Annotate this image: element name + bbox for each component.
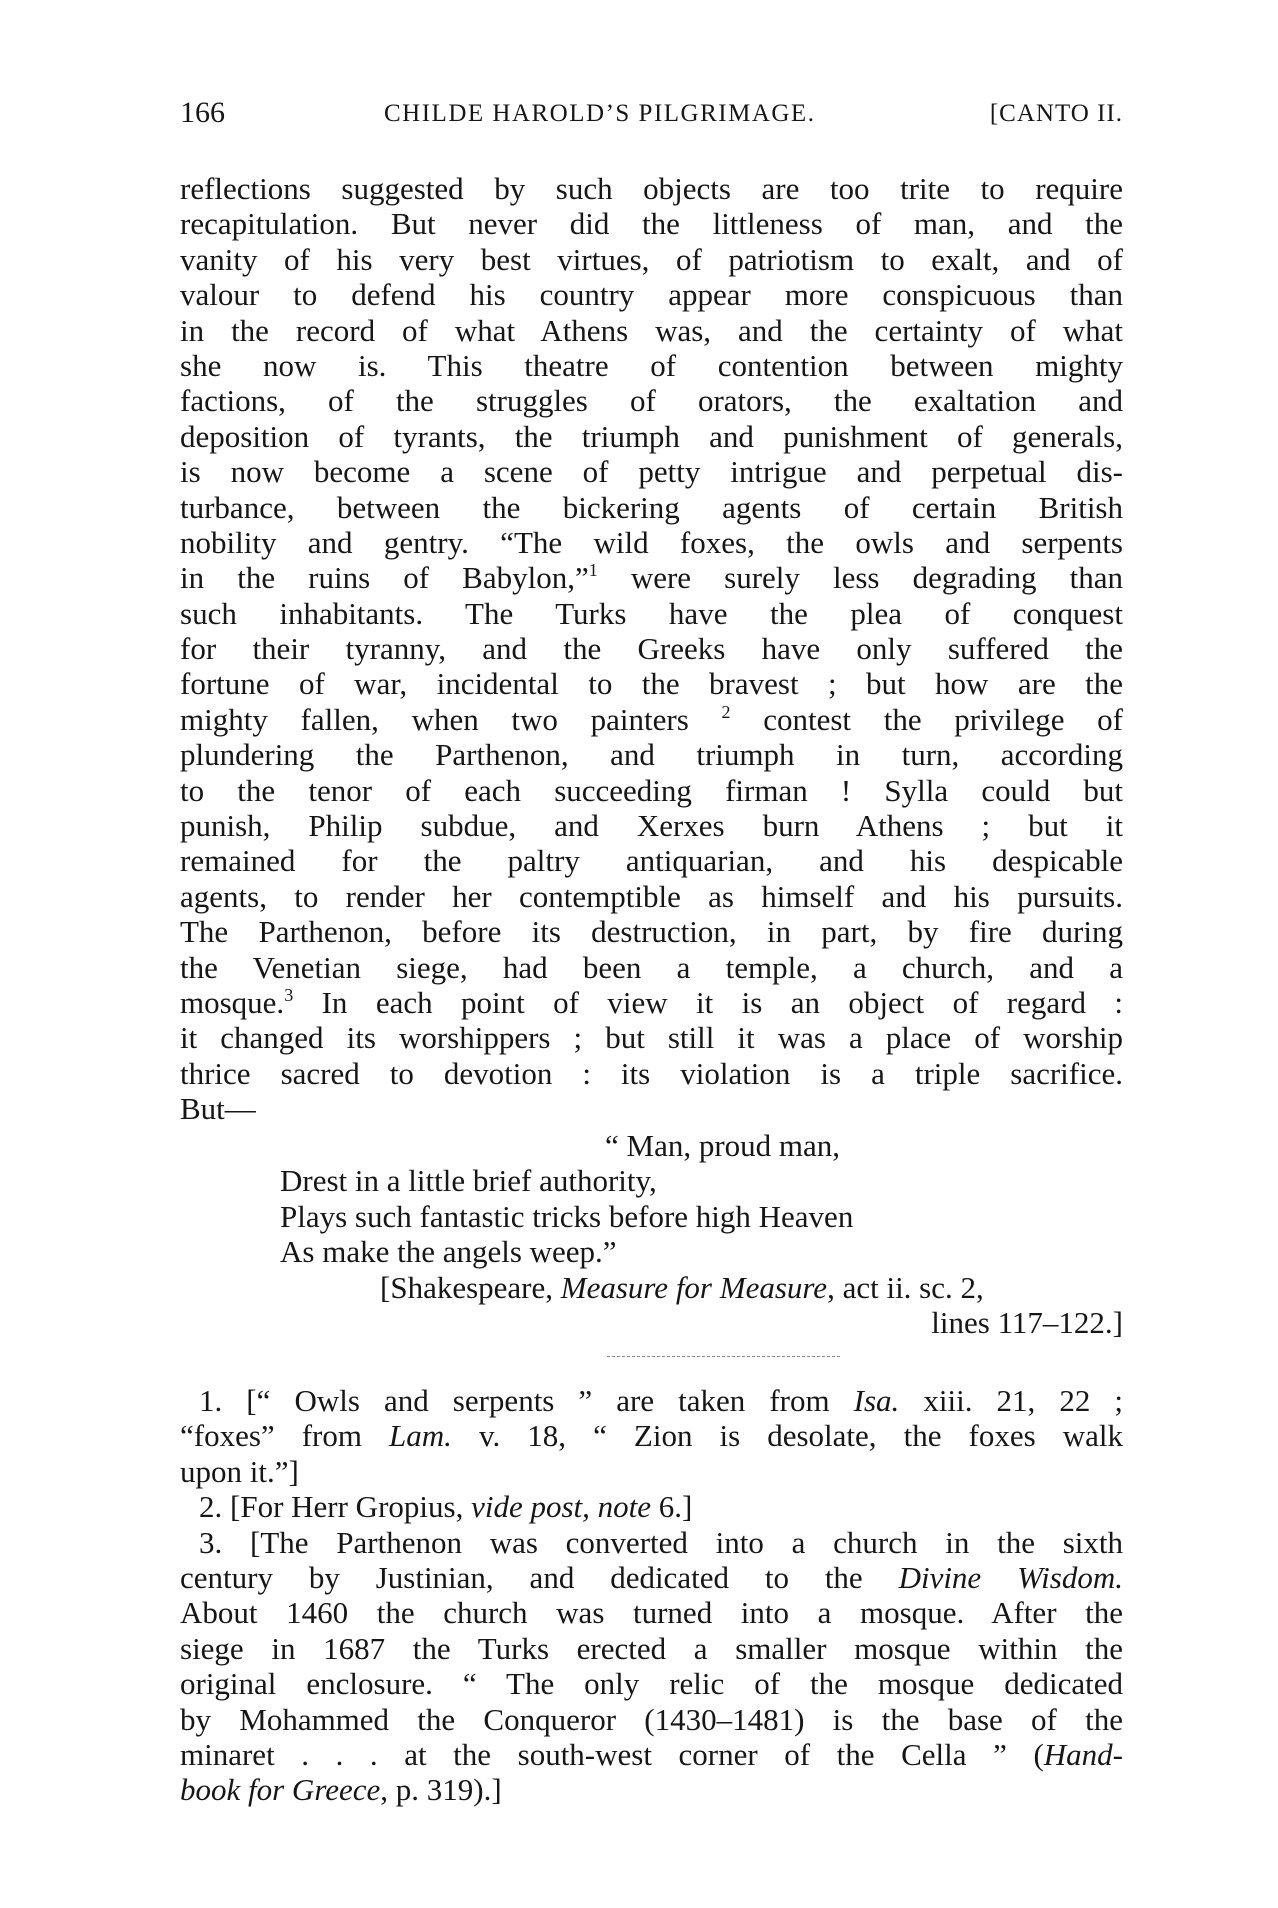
text-line [180,1772,1123,1807]
text: xiii. 21, 22 ; [899,1383,1124,1418]
footnote-ref: 2 [721,701,731,722]
text: siege in 1687 the Turks erected a smaller mosque within the [180,1630,1123,1666]
italic-text: book for Greece [180,1772,381,1808]
italic-text: Divine Wisdom. [898,1559,1123,1595]
text: is now become a scene of petty intrigue and perpetual dis- [180,454,1123,490]
running-title: CHILDE HAROLD’S PILGRIMAGE. [384,100,816,127]
text-line [180,1702,1123,1737]
text-line [180,702,1123,737]
italic-text: Isa. [853,1383,900,1418]
text-line [180,1454,1123,1489]
text: the Venetian siege, had been a temple, a church, and a [180,949,1123,985]
text-line [180,1737,1123,1772]
text: 1. [“ Owls and serpents ” are taken from [199,1383,854,1418]
canto-label: [CANTO II. [989,100,1123,127]
text: About 1460 the church was turned into a mosque. After the [180,1595,1123,1631]
text-line [180,914,1123,949]
text-line [180,950,1123,985]
text-line [180,631,1123,666]
text-line [180,313,1123,348]
text: In each point of view it is an object of regard : [293,984,1123,1020]
text-line [180,383,1123,418]
footnote-divider [607,1356,840,1357]
italic-text: Hand- [1043,1736,1123,1772]
text-line [180,596,1123,631]
text-line [180,419,1123,454]
text: deposition of tyrants, the triumph and punishment of generals, [180,418,1123,454]
body-text [180,171,1123,1127]
text: 2. [For Herr Gropius, [199,1489,472,1525]
text: vanity of his very best virtues, of patriotism to exalt, and of [180,241,1123,277]
text: v. 18, “ Zion is desolate, the foxes walk [451,1418,1123,1454]
text: nobility and gentry. “The wild foxes, the owls and serpents [180,524,1123,560]
text-line [180,879,1123,914]
text: to the tenor of each succeeding firman ! Sylla could but [180,772,1123,808]
text-line [180,1091,1123,1126]
text: remained for the paltry antiquarian, and his despicable [180,843,1123,879]
text: thrice sacred to devotion : its violation is a triple sacrifice. [180,1055,1123,1091]
text: But— [180,1091,256,1127]
italic-text: Measure for Measure [560,1270,828,1305]
text: 3. [The Parthenon was converted into a church in the sixth [199,1524,1123,1560]
text: recapitulation. But never did the littleness of man, and the [180,206,1123,242]
text-line [180,560,1123,595]
text-line [180,1489,1123,1524]
text-line [180,1525,1123,1560]
text-line [180,1560,1123,1595]
text-line [180,206,1123,241]
text: by Mohammed the Conqueror (1430–1481) is the base of the [180,1701,1123,1737]
text: such inhabitants. The Turks have the plea of conquest [180,595,1123,631]
text: The Parthenon, before its destruction, in part, by fire during [180,914,1123,950]
citation-line [931,1305,1123,1341]
citation-line [380,1270,984,1306]
text: agents, to render her contemptible as himself and his pursuits. [180,878,1123,914]
text: lines 117–122.] [931,1305,1123,1340]
text-line [180,666,1123,701]
text-line [180,490,1123,525]
text: punish, Philip subdue, and Xerxes burn Athens ; but it [180,808,1123,844]
text-line [180,985,1123,1020]
text: reflections suggested by such objects are too trite to require [180,171,1123,206]
text-line [180,1418,1123,1453]
verse-line: Plays such fantastic tricks before high Heaven [280,1199,854,1234]
text-line [180,1631,1123,1666]
text: factions, of the struggles of orators, the exaltation and [180,383,1123,419]
text-line [180,773,1123,808]
text: 6.] [651,1489,693,1525]
text: it changed its worshippers ; but still it was a place of worship [180,1020,1123,1056]
footnotes [180,1383,1123,1808]
text: upon it.”] [180,1453,299,1489]
italic-text: Lam. [389,1418,452,1454]
text-line [180,737,1123,772]
text-line [180,525,1123,560]
text: fortune of war, incidental to the bravest ; but how are the [180,666,1123,702]
text: minaret . . . at the south-west corner of the Cella ” ( [180,1736,1044,1772]
text: century by Justinian, and dedicated to the [180,1559,899,1595]
text-line [180,1056,1123,1091]
text: plundering the Parthenon, and triumph in turn, according [180,737,1123,773]
page-number: 166 [180,96,225,129]
text: in the record of what Athens was, and the certainty of what [180,312,1123,348]
text-line [180,242,1123,277]
text-line [180,843,1123,878]
text-line [180,808,1123,843]
text-line [180,171,1123,206]
text-line [180,348,1123,383]
text: turbance, between the bickering agents of certain British [180,489,1123,525]
italic-text: vide post, note [471,1489,652,1525]
footnote-ref: 3 [284,984,294,1005]
text-line [180,277,1123,312]
running-header [180,96,1123,136]
text: contest the privilege of [730,701,1124,737]
text: she now is. This theatre of contention between mighty [180,347,1123,383]
text-line [180,1020,1123,1055]
text-line [180,1595,1123,1630]
text-line [180,1666,1123,1701]
text-line [180,1383,1123,1418]
text: original enclosure. “ The only relic of the mosque dedicated [180,1666,1123,1702]
text: for their tyranny, and the Greeks have only suffered the [180,631,1123,667]
verse-line: Drest in a little brief authority, [280,1163,657,1198]
footnote-ref: 1 [588,560,598,581]
text: mosque. [180,984,285,1020]
text: , act ii. sc. 2, [827,1270,984,1305]
text: “foxes” from [180,1418,390,1454]
text: , p. 319).] [380,1772,502,1808]
text: mighty fallen, when two painters [180,701,722,737]
text: [Shakespeare, [380,1270,561,1305]
text: were surely less degrading than [597,560,1123,596]
text: in the ruins of Babylon,” [180,560,589,596]
text-line [180,454,1123,489]
text: valour to defend his country appear more conspicuous than [180,277,1123,313]
verse-line: As make the angels weep.” [280,1234,617,1269]
verse-line: “ Man, proud man, [605,1128,841,1163]
